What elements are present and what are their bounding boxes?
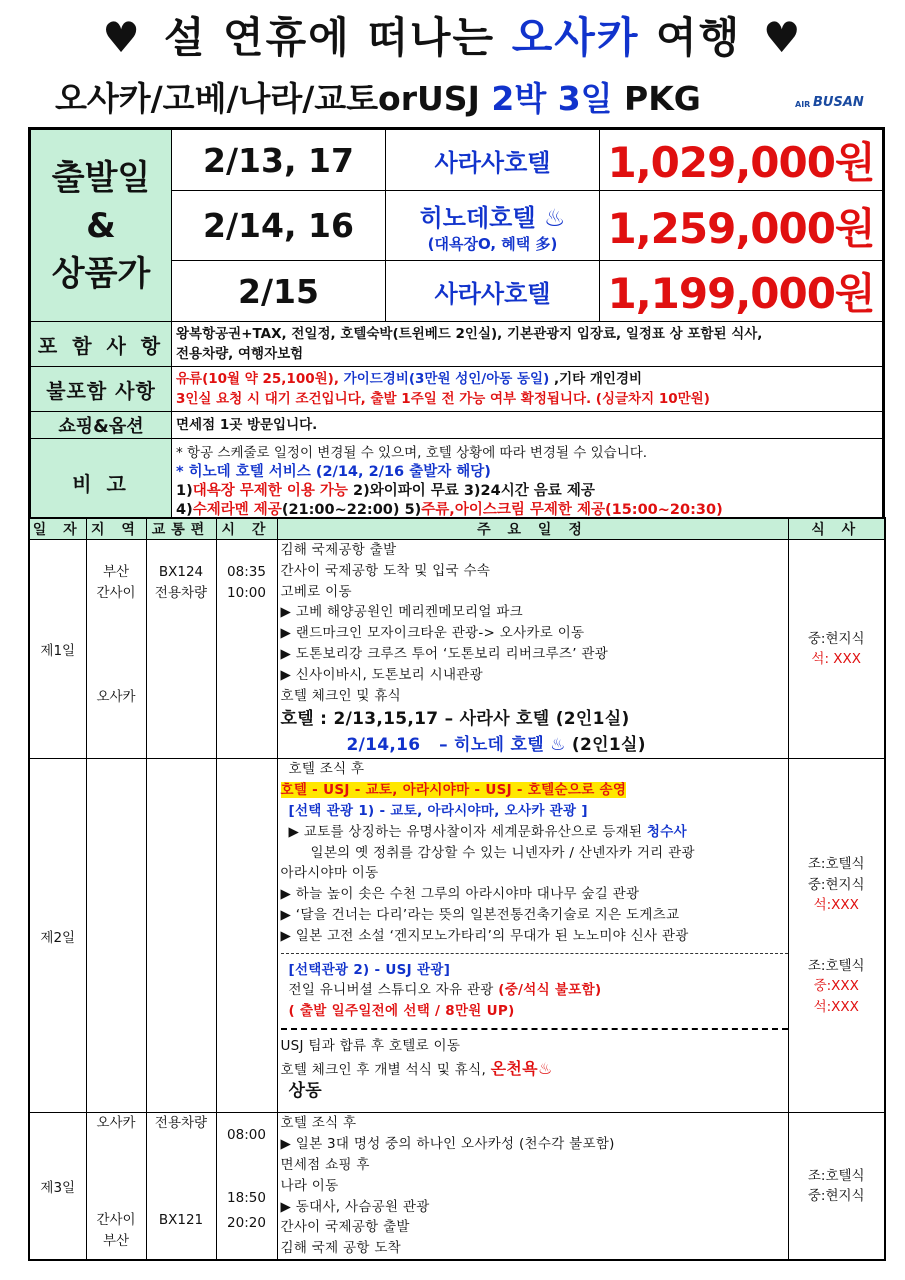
meal: 조:호텔식 [807, 957, 865, 974]
schedule-line: ▶ ‘달을 건너는 다리’라는 뜻의 일본전통건축기술로 지은 도게츠교 [280, 906, 680, 923]
schedule-line: 호텔 조식 후 [280, 1115, 357, 1132]
day-label: 제1일 [29, 540, 86, 759]
included-line: 전용차량, 여행자보험 [176, 346, 304, 362]
schedule-line: 상동 [288, 1080, 322, 1101]
heart-icon: ♥ [102, 13, 143, 62]
dashed-divider [281, 1028, 788, 1030]
region-cell [86, 759, 146, 1113]
excluded-line: 3인실 요청 시 대기 조건입니다, 출발 1주일 전 가능 여부 확정됩니다. (싱글차지 10만원) [176, 391, 710, 407]
route-highlight: 호텔 - USJ - 교토, 아라시야마 - USJ - 호텔순으로 송영 [280, 782, 627, 799]
header-schedule: 주 요 일 정 [277, 518, 788, 540]
title-highlight: 오사카 [511, 13, 640, 62]
meal-cell [788, 540, 885, 759]
time: 08:35 [227, 564, 266, 580]
notes-line: * 히노데 호텔 서비스 (2/14, 2/16 출발자 해당) [176, 464, 491, 480]
region: 부산 [102, 1232, 130, 1249]
hotel-dates: 2/14,16 [346, 735, 421, 756]
schedule-line [281, 980, 788, 1001]
meal: 조:호텔식 [807, 856, 865, 873]
schedule-line: 김해 국제 공항 도착 [280, 1240, 402, 1257]
schedule-line [281, 822, 788, 843]
hotel-dates: 호텔 : 2/13,15,17 – [280, 709, 460, 730]
transport-cell [146, 540, 216, 759]
subtitle-route: 오사카/고베/나라/교토orUSJ [55, 79, 480, 118]
time-cell [216, 540, 277, 759]
excluded-other: ,기타 개인경비 [549, 371, 643, 387]
region-cell [86, 540, 146, 759]
excluded-label: 불포함 사항 [30, 367, 172, 412]
meal: 석:XXX [813, 897, 859, 914]
subtitle [55, 76, 701, 122]
subtitle-pkg: PKG [624, 79, 701, 118]
schedule-cell [277, 1113, 788, 1260]
meal: 중:현지식 [807, 876, 865, 893]
schedule-line: 아라시야마 이동 [280, 865, 379, 882]
time: 08:00 [227, 1127, 266, 1144]
included-text [172, 322, 884, 367]
time-cell [216, 759, 277, 1113]
meal: 중:XXX [813, 978, 859, 995]
label-line: & [86, 205, 116, 246]
departure-date: 2/13, 17 [172, 129, 386, 191]
schedule-line [281, 1057, 788, 1081]
transport: 전용차량 [154, 1115, 208, 1132]
region: 간사이 [96, 584, 136, 601]
schedule-line: 호텔 체크인 및 휴식 [280, 687, 402, 704]
header-region: 지 역 [86, 518, 146, 540]
notes-line: * 항공 스케줄로 일정이 변경될 수 있으며, 호텔 상황에 따라 변경될 수 있습니다. [176, 445, 648, 461]
departure-date: 2/14, 16 [172, 191, 386, 261]
schedule-line: 면세점 쇼핑 후 [280, 1156, 370, 1173]
schedule-line: 일본의 옛 정취를 감상할 수 있는 니넨자카 / 산넨자카 거리 관광 [310, 844, 695, 861]
schedule-line: ▶ 고베 해양공원인 메리켄메모리얼 파크 [280, 604, 524, 621]
subtitle-duration: 2박 3일 [491, 79, 613, 118]
schedule-line: ▶ 신사이바시, 도톤보리 시내관광 [280, 666, 483, 683]
excluded-line [176, 369, 878, 389]
page-title [0, 10, 905, 66]
schedule-line [281, 780, 788, 801]
included-line: 왕복항공권+TAX, 전일정, 호텔숙박(트윈베드 2인실), 기본관광지 입장료, 일정표 상 포함된 식사, [176, 326, 763, 342]
notes-num: 1) [176, 483, 193, 499]
price: 1,199,000원 [600, 261, 884, 322]
included-label: 포 함 사 항 [30, 322, 172, 367]
region: 부산 [102, 564, 130, 580]
schedule-line: ▶ 도톤보리강 크루즈 투어 ‘도톤보리 리버크루즈’ 관광 [280, 645, 609, 662]
schedule-line: ( 출발 일주일전에 선택 / 8만원 UP) [288, 1003, 515, 1020]
hotel-cell [386, 191, 600, 261]
logo-air: AIR [795, 100, 811, 109]
hotel-name: 히노데호텔 ♨ [419, 203, 566, 232]
schedule-line: ▶ 랜드마크인 모자이크타운 관광-> 오사카로 이동 [280, 625, 585, 642]
schedule-line: ▶ 동대사, 사슴공원 관광 [280, 1198, 430, 1215]
excluded-fuel: 유류(10월 약 25,100원), [176, 371, 344, 387]
shopping-label: 쇼핑&옵션 [30, 412, 172, 439]
region: 오사카 [96, 688, 136, 705]
departure-date: 2/15 [172, 261, 386, 322]
meal: 석:XXX [813, 998, 859, 1015]
header-meal: 식 사 [788, 518, 885, 540]
header-transport: 교통편 [146, 518, 216, 540]
meal-cell [788, 1113, 885, 1260]
notes-service: 대욕장 무제한 이용 가능 [192, 483, 348, 499]
optional-tour-2: [선택관광 2) - USJ 관광] [288, 961, 451, 978]
transport-cell [146, 1113, 216, 1260]
temple-name: 청수사 [646, 823, 687, 840]
departure-price-label [30, 129, 172, 322]
dashed-divider [281, 953, 788, 954]
excluded-guide: 가이드경비(3만원 성인/아동 동일) [343, 371, 550, 387]
schedule-line: 김해 국제공항 출발 [280, 542, 397, 558]
time: 18:50 [227, 1190, 266, 1207]
notes-service: 주류,아이스크림 무제한 제공 [421, 502, 605, 518]
title-text-1: 설 연휴에 떠나는 [163, 13, 496, 62]
logo-busan: BUSAN [813, 95, 864, 110]
schedule-text: 전일 유니버셜 스튜디오 자유 관광 [288, 982, 499, 999]
hotel-line [281, 706, 788, 732]
header-time: 시 간 [216, 518, 277, 540]
notes-service: (15:00~20:30) [604, 502, 723, 518]
itinerary-table [28, 517, 886, 1261]
header-day: 일 자 [29, 518, 86, 540]
notes-line [176, 482, 878, 501]
hotel-name: 사라사호텔 [386, 261, 600, 322]
notes-service: 2)와이파이 무료 3)24시간 음료 제공 [347, 483, 595, 499]
time-cell [216, 1113, 277, 1260]
schedule-line: 고베로 이동 [280, 583, 352, 600]
notes-num: 4) [176, 502, 193, 518]
label-line: 상품가 [51, 253, 151, 294]
transport-cell [146, 759, 216, 1113]
meal: 석: XXX [811, 651, 862, 668]
schedule-cell [277, 540, 788, 759]
transport: BX121 [158, 1212, 204, 1229]
schedule-line: 호텔 조식 후 [288, 761, 365, 778]
price-info-table [28, 127, 885, 528]
region-cell [86, 1113, 146, 1260]
notes-service: (21:00~22:00) 5) [281, 502, 422, 518]
region: 오사카 [96, 1115, 136, 1132]
time: 10:00 [227, 584, 266, 601]
hotel-name: 사라사 호텔 [459, 709, 550, 730]
price: 1,259,000원 [600, 191, 884, 261]
shopping-text: 면세점 1곳 방문입니다. [172, 412, 884, 439]
notes-label: 비 고 [30, 439, 172, 527]
room-type: (2인1실) [549, 709, 630, 730]
price: 1,029,000원 [600, 129, 884, 191]
region: 간사이 [96, 1212, 136, 1229]
notes-service: 수제라멘 제공 [192, 502, 282, 518]
optional-tour-1: [선택 관광 1) - 교토, 아라시야마, 오사카 관광 ] [288, 802, 588, 819]
label-line: 출발일 [51, 157, 151, 198]
schedule-line: ▶ 하늘 높이 솟은 수천 그루의 아라시야마 대나무 숲길 관광 [280, 886, 640, 903]
meal-cell [788, 759, 885, 1113]
meal-exclusion: (중/석식 불포함) [498, 982, 602, 999]
day-label: 제2일 [29, 759, 86, 1113]
meal: 조:호텔식 [807, 1167, 865, 1184]
heart-icon: ♥ [762, 13, 803, 62]
schedule-line: 간사이 국제공항 출발 [280, 1219, 410, 1236]
schedule-cell [277, 759, 788, 1113]
schedule-line: 나라 이동 [280, 1177, 339, 1194]
transport: BX124 [158, 564, 204, 580]
schedule-text: 호텔 체크인 후 개별 석식 및 휴식, [280, 1061, 491, 1078]
room-type: (2인1실) [565, 735, 646, 756]
schedule-line: ▶ 일본 고전 소설 ‘겐지모노가타리’의 무대가 된 노노미야 신사 관광 [280, 927, 689, 944]
schedule-line: 간사이 국제공항 도착 및 입국 수속 [280, 562, 491, 579]
hotel-name: 히노데 호텔 ♨ [454, 735, 566, 756]
excluded-text [172, 367, 884, 412]
hot-spring: 온천욕♨ [490, 1058, 553, 1078]
notes-text [172, 439, 884, 527]
hotel-name: 사라사호텔 [386, 129, 600, 191]
air-busan-logo [795, 92, 870, 114]
title-text-2: 여행 [656, 13, 742, 62]
time: 20:20 [227, 1214, 266, 1231]
transport: 전용차량 [154, 584, 208, 601]
schedule-line: USJ 팀과 합류 후 호텔로 이동 [280, 1037, 461, 1054]
day-label: 제3일 [29, 1113, 86, 1260]
schedule-text: ▶ 교토를 상징하는 유명사찰이자 세계문화유산으로 등재된 [288, 823, 647, 840]
meal: 중:현지식 [807, 1188, 865, 1205]
hotel-note: (대욕장O, 혜택 多) [427, 234, 558, 253]
hotel-line: 2/14,16 – 히노데 호텔 ♨ (2인1실) [346, 735, 646, 756]
meal: 중:현지식 [807, 630, 865, 647]
schedule-line: ▶ 일본 3대 명성 중의 하나인 오사카성 (천수각 불포함) [280, 1136, 615, 1153]
